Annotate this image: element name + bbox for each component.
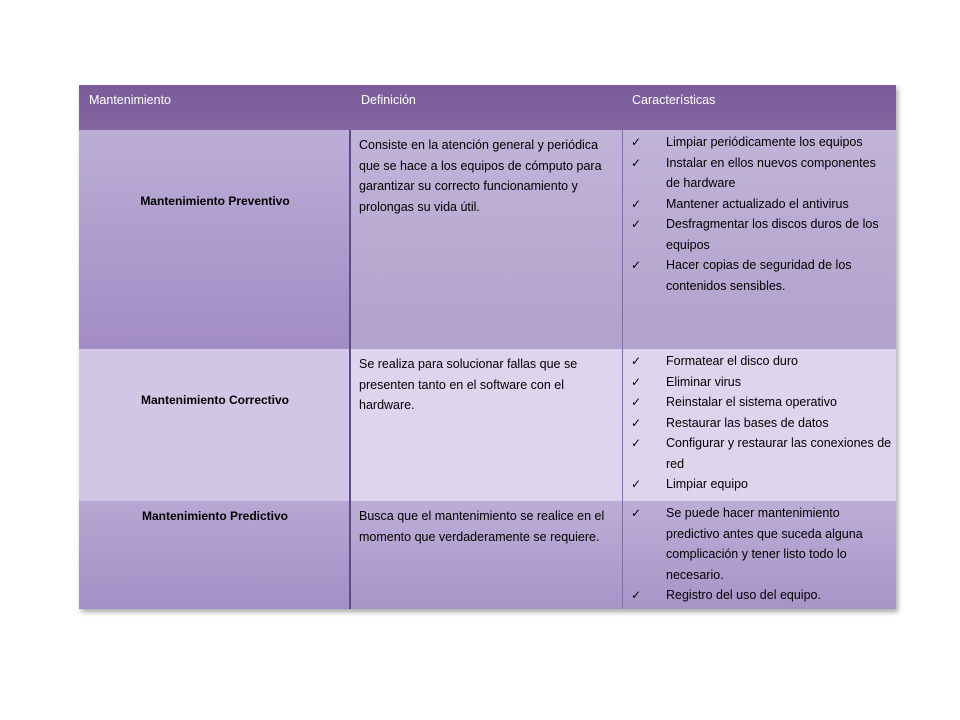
check-icon: ✓ [631, 155, 642, 170]
maintenance-type-name: Mantenimiento Correctivo [140, 393, 290, 407]
feature-text: Registro del uso del equipo. [666, 588, 821, 602]
features-cell [623, 349, 896, 501]
feature-text: Eliminar virus [666, 374, 742, 389]
header-definicion: Definición [361, 93, 416, 107]
header-caracteristicas: Características [632, 93, 716, 107]
list-item [623, 132, 896, 153]
check-icon: ✓ [631, 588, 642, 602]
name-cell [79, 349, 351, 501]
features-list [623, 132, 896, 296]
list-item [623, 585, 896, 606]
check-icon: ✓ [631, 196, 642, 211]
maintenance-table [79, 85, 896, 609]
feature-text: Restaurar las bases de datos [666, 415, 829, 430]
name-cell [79, 501, 351, 609]
table-row [79, 501, 896, 609]
header-mantenimiento: Mantenimiento [89, 93, 171, 107]
feature-text: Limpiar equipo [666, 477, 748, 491]
feature-text: Se puede hacer mantenimiento predictivo antes que suceda alguna complicación y tener listo todo lo necesario. [666, 506, 863, 582]
definition-cell [351, 349, 623, 501]
features-list [623, 351, 896, 495]
definition-cell [351, 501, 623, 609]
table-row [79, 349, 896, 501]
check-icon: ✓ [631, 258, 642, 272]
check-icon: ✓ [631, 395, 642, 409]
list-item [623, 214, 896, 255]
definition-cell [351, 130, 623, 349]
table-row [79, 130, 896, 349]
list-item [623, 153, 896, 194]
maintenance-type-name: Mantenimiento Preventivo [140, 194, 290, 208]
definition-text: Busca que el mantenimiento se realice en el momento que verdaderamente se requiere. [359, 509, 605, 544]
check-icon: ✓ [631, 135, 642, 149]
feature-text: Formatear el disco duro [666, 354, 799, 368]
check-icon: ✓ [631, 217, 642, 231]
features-cell [623, 130, 896, 349]
feature-text: Instalar en ellos nuevos componentes de hardware [666, 155, 876, 190]
list-item [623, 433, 896, 474]
feature-text: Configurar y restaurar las conexiones de red [666, 436, 892, 471]
check-icon: ✓ [631, 354, 642, 368]
feature-text: Hacer copias de seguridad de los contenidos sensibles. [666, 258, 852, 293]
check-icon: ✓ [631, 436, 642, 450]
definition-text: Se realiza para solucionar fallas que se presenten tanto en el software con el hardware. [359, 357, 578, 412]
check-icon: ✓ [631, 415, 642, 430]
feature-text: Limpiar periódicamente los equipos [666, 135, 863, 149]
check-icon: ✓ [631, 506, 642, 520]
features-list [623, 503, 896, 606]
list-item [623, 351, 896, 372]
list-item [623, 392, 896, 413]
table-header-row [79, 85, 896, 130]
check-icon: ✓ [631, 477, 642, 491]
check-icon: ✓ [631, 374, 642, 389]
list-item [623, 372, 896, 393]
list-item [623, 503, 896, 585]
feature-text: Reinstalar el sistema operativo [666, 395, 837, 409]
list-item [623, 194, 896, 215]
features-cell [623, 501, 896, 609]
list-item [623, 413, 896, 434]
feature-text: Mantener actualizado el antivirus [666, 196, 849, 211]
definition-text: Consiste en la atención general y periódica que se hace a los equipos de cómputo para garantizar su correcto funcionamiento y prolongas su vida útil. [359, 138, 602, 214]
feature-text: Desfragmentar los discos duros de los equipos [666, 217, 879, 252]
maintenance-type-name: Mantenimiento Predictivo [141, 509, 289, 523]
list-item [623, 474, 896, 495]
list-item [623, 255, 896, 296]
name-cell [79, 130, 351, 349]
